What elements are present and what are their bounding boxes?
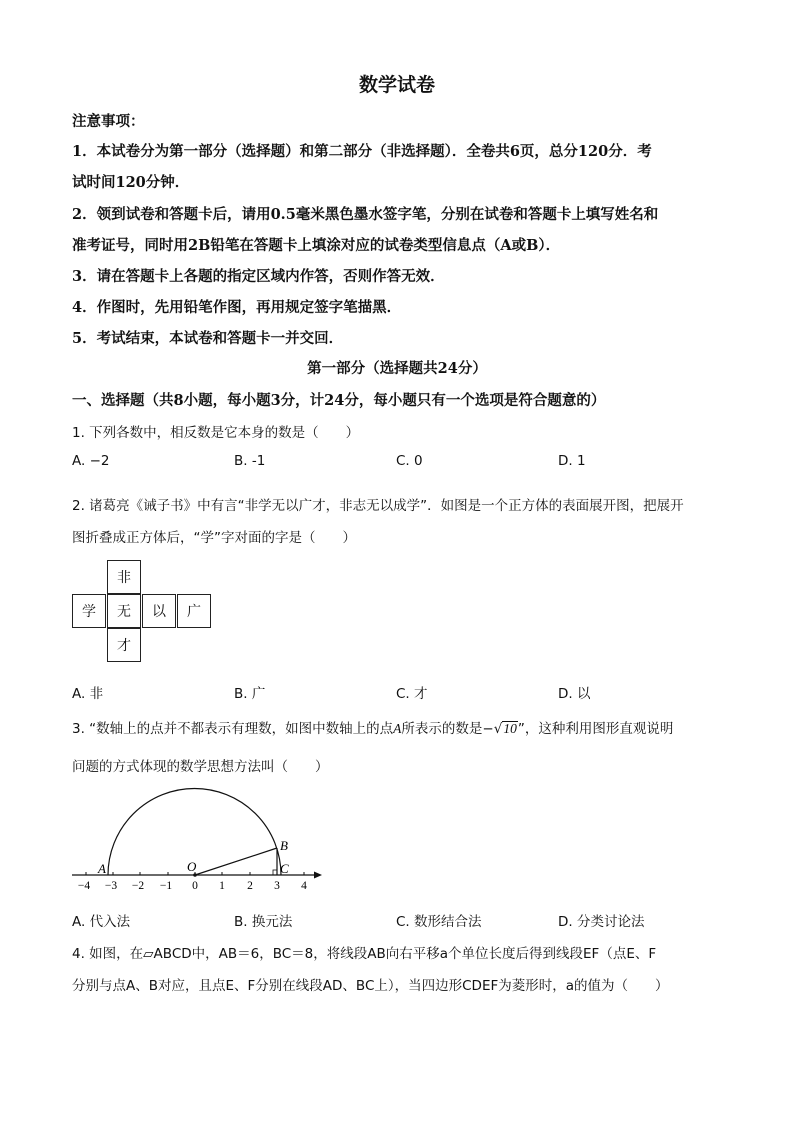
q3-option-b: B. 换元法 xyxy=(234,914,293,930)
tick-label: 0 xyxy=(192,880,198,892)
tick-label: −2 xyxy=(131,880,145,892)
q3-radicand: 10 xyxy=(503,721,517,736)
tick-label: 2 xyxy=(247,880,253,892)
q2-option-b: B. 广 xyxy=(234,686,266,702)
net-cell: 以 xyxy=(142,594,176,628)
q1-stem: 1. 下列各数中，相反数是它本身的数是（ ） xyxy=(72,425,360,441)
sqrt-icon: √ xyxy=(493,721,503,737)
q2-stem-line2: 图折叠成正方体后，“学”字对面的字是（ ） xyxy=(72,530,356,546)
label-c: C xyxy=(280,861,289,876)
q1-option-d: D. 1 xyxy=(558,453,586,469)
q1-option-a: A. −2 xyxy=(72,453,110,469)
axis-arrow-icon xyxy=(314,872,322,879)
net-cell: 广 xyxy=(177,594,211,628)
section-heading: 一、选择题（共8小题，每小题3分，计24分，每小题只有一个选项是符合题意的） xyxy=(72,392,606,409)
tick-label: 3 xyxy=(274,880,280,892)
notice-item: 试时间120分钟． xyxy=(72,174,190,191)
notice-item: 2．领到试卷和答题卡后，请用0.5毫米黑色墨水签字笔，分别在试卷和答题卡上填写姓名和 xyxy=(72,206,659,223)
q2-stem-line1: 2. 诸葛亮《诫子书》中有言“非学无以广才，非志无以成学”．如图是一个正方体的表面展开图，把展开 xyxy=(72,498,684,514)
q3-neg-sign: − xyxy=(482,721,494,737)
q3-option-d: D. 分类讨论法 xyxy=(558,914,645,930)
number-line-figure xyxy=(60,780,340,895)
q3-stem-pre: 3. “数轴上的点并不都表示有理数，如图中数轴上的点 xyxy=(72,721,394,737)
q3-stem-line1 xyxy=(72,717,673,737)
tick-label: −1 xyxy=(159,880,173,892)
tick-label: 1 xyxy=(219,880,225,892)
tick-label: −3 xyxy=(104,880,118,892)
tick-label: 4 xyxy=(301,880,307,892)
net-cell: 学 xyxy=(72,594,106,628)
q2-option-a: A. 非 xyxy=(72,686,104,702)
segment-ob xyxy=(195,848,277,875)
part1-heading: 第一部分（选择题共24分） xyxy=(307,360,487,377)
label-b: B xyxy=(280,838,288,853)
notice-item: 准考证号，同时用2B铅笔在答题卡上填涂对应的试卷类型信息点（A或B）． xyxy=(72,237,561,254)
tick-label: −4 xyxy=(77,880,91,892)
q3-point-label: A xyxy=(393,721,402,736)
cube-net xyxy=(72,560,214,664)
q4-stem-line1: 4. 如图，在▱ABCD中，AB＝6，BC＝8，将线段AB向右平移a个单位长度后得到线段EF（点E、F xyxy=(72,946,657,962)
notice-item: 1．本试卷分为第一部分（选择题）和第二部分（非选择题）．全卷共6页，总分120分．考 xyxy=(72,143,652,160)
q3-stem-post: ”，这种利用图形直观说明 xyxy=(517,721,674,737)
q4-stem-line2: 分别与点A、B对应，且点E、F分别在线段AD、BC上），当四边形CDEF为菱形时，a的值为（ ） xyxy=(72,978,669,994)
net-cell-top: 非 xyxy=(107,560,141,594)
notice-item: 3．请在答题卡上各题的指定区域内作答，否则作答无效． xyxy=(72,268,445,285)
net-cell-bottom: 才 xyxy=(107,628,141,662)
q3-option-a: A. 代入法 xyxy=(72,914,131,930)
page-title: 数学试卷 xyxy=(358,74,435,96)
net-cell: 无 xyxy=(107,594,141,628)
q1-option-b: B. -1 xyxy=(234,453,266,469)
notice-item: 5．考试结束，本试卷和答题卡一并交回． xyxy=(72,330,344,347)
q2-option-d: D. 以 xyxy=(558,686,591,702)
q1-option-c: C. 0 xyxy=(396,453,423,469)
q3-option-c: C. 数形结合法 xyxy=(396,914,482,930)
q3-stem-mid: 所表示的数是 xyxy=(401,721,483,737)
q2-option-c: C. 才 xyxy=(396,686,428,702)
q3-stem-line2: 问题的方式体现的数学思想方法叫（ ） xyxy=(72,759,329,775)
label-a: A xyxy=(98,861,106,876)
notice-item: 4．作图时，先用铅笔作图，再用规定签字笔描黑． xyxy=(72,299,402,316)
notice-heading: 注意事项： xyxy=(72,113,145,130)
label-o: O xyxy=(187,859,197,874)
